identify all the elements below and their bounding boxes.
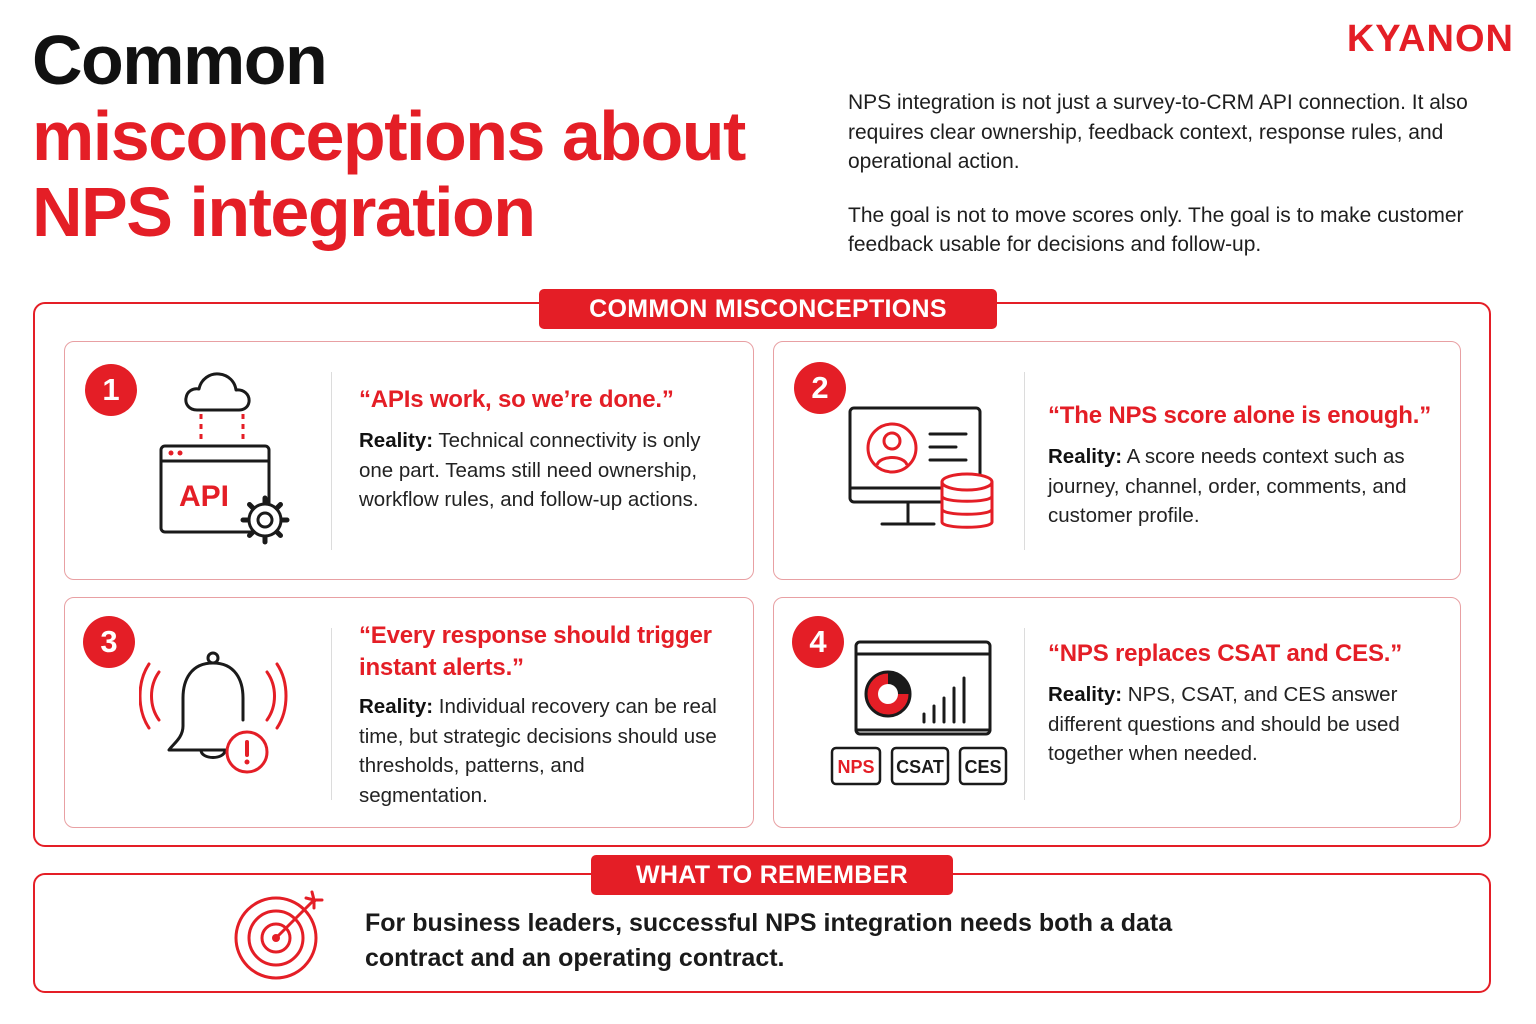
kyanon-logo [1347, 18, 1514, 61]
reality-body: NPS, CSAT, and CES answer different questions and should be used together when needed. [1048, 683, 1400, 765]
remember-text: For business leaders, successful NPS integration needs both a data contract and an operating contract. [365, 909, 1173, 972]
reality-text [1048, 680, 1438, 769]
reality-text [359, 426, 719, 515]
reality-text [359, 692, 719, 810]
page-title [32, 22, 822, 250]
number-badge: 3 [83, 616, 135, 668]
card-text [1048, 400, 1438, 531]
cloud-api-gear-icon [153, 364, 303, 559]
misconception-card-4 [773, 597, 1461, 828]
number-badge: 4 [792, 616, 844, 668]
card-divider [331, 372, 332, 550]
misconceptions-banner: COMMON MISCONCEPTIONS [539, 289, 997, 329]
target-arrow-icon [232, 890, 332, 987]
card-divider [1024, 628, 1025, 800]
intro-paragraph-2: The goal is not to move scores only. The goal is to make customer feedback usable for decisions and follow-up. [848, 203, 1464, 256]
misconception-quote: “The NPS score alone is enough.” [1048, 402, 1432, 429]
api-label: API [179, 480, 230, 513]
intro-text [848, 88, 1488, 260]
title-line-2: misconceptions about [32, 97, 745, 175]
misconception-quote: “Every response should trigger instant alerts.” [359, 622, 712, 681]
card-divider [1024, 372, 1025, 550]
number-badge: 2 [794, 362, 846, 414]
intro-paragraph-1: NPS integration is not just a survey-to-CRM API connection. It also requires clear ownership, feedback context, response rules, and operational action. [848, 91, 1468, 173]
misconception-card-1 [64, 341, 754, 580]
bell-alert-icon [139, 650, 299, 785]
card-text [359, 384, 719, 515]
title-line-3: NPS integration [32, 173, 535, 251]
reality-label: Reality: [359, 695, 434, 718]
misconception-card-2 [773, 341, 1461, 580]
reality-body: A score needs context such as journey, channel, order, comments, and customer profile. [1048, 445, 1407, 527]
number-badge: 1 [85, 364, 137, 416]
misconception-card-3 [64, 597, 754, 828]
reality-label: Reality: [359, 429, 434, 452]
monitor-profile-database-icon [844, 400, 1004, 545]
reality-label: Reality: [1048, 683, 1123, 706]
logo-text: KYANON [1346, 18, 1514, 60]
reality-text [1048, 442, 1438, 531]
card-text [359, 620, 719, 810]
misconception-quote: “APIs work, so we’re done.” [359, 386, 674, 413]
misconception-quote: “NPS replaces CSAT and CES.” [1048, 640, 1403, 667]
card-text [1048, 638, 1438, 769]
reality-body: Individual recovery can be real time, but strategic decisions should use thresholds, patterns, and segmentation. [359, 695, 717, 807]
reality-body: Technical connectivity is only one part. Teams still need ownership, workflow rules, and follow-up actions. [359, 429, 701, 511]
nps-tag: NPS [837, 757, 875, 777]
title-line-1: Common [32, 21, 327, 99]
csat-tag: CSAT [896, 757, 944, 777]
reality-label: Reality: [1048, 445, 1123, 468]
metric-tags [830, 746, 1010, 791]
remember-banner: WHAT TO REMEMBER [591, 855, 953, 895]
card-divider [331, 628, 332, 800]
ces-tag: CES [964, 757, 1002, 777]
